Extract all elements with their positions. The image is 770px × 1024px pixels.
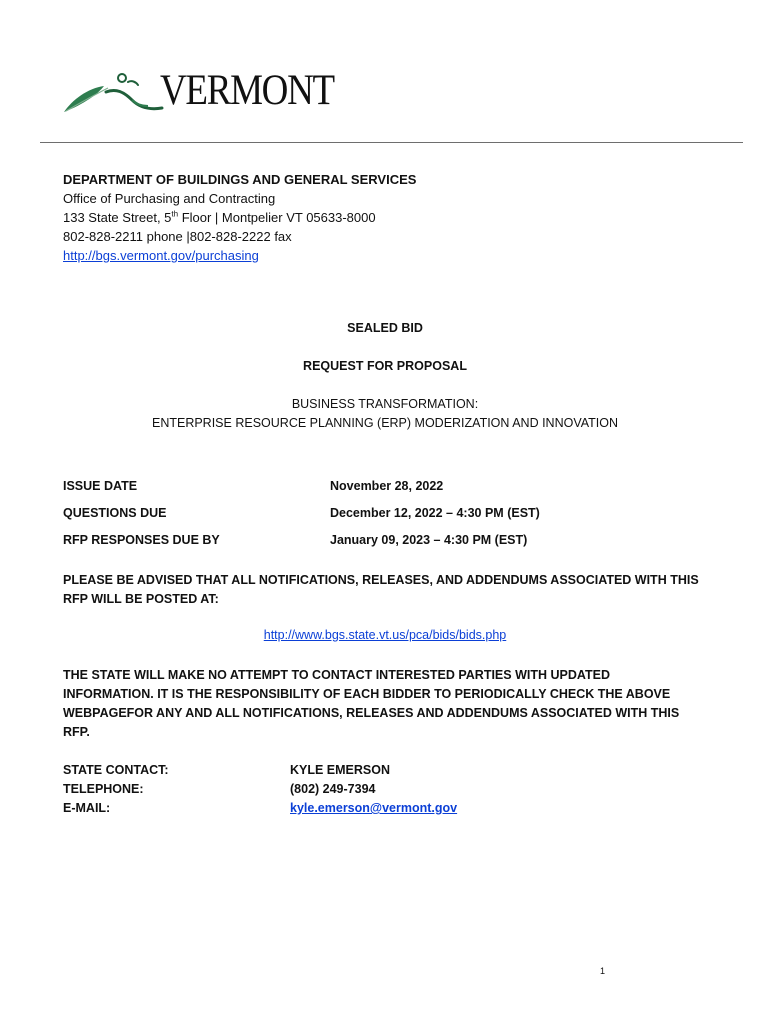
vermont-logo (62, 66, 352, 116)
vermont-leaf-icon (62, 70, 172, 116)
notice-line: RFP. (63, 725, 90, 739)
address-city: Floor | Montpelier VT 05633-8000 (178, 210, 376, 225)
bids-url-container (0, 628, 770, 642)
phone-fax: 802-828-2211 phone |802-828-2222 fax (63, 229, 292, 244)
vermont-wordmark: VERMONT (160, 67, 334, 114)
address-superscript: th (171, 209, 179, 219)
page-number: 1 (600, 966, 606, 976)
notice-line: INFORMATION. IT IS THE RESPONSIBILITY OF EACH BIDDER TO PERIODICALLY CHECK THE ABOVE (63, 687, 671, 701)
posting-notice (63, 571, 713, 609)
contact-email-link[interactable]: kyle.emerson@vermont.gov (290, 801, 458, 815)
date-label: QUESTIONS DUE (63, 506, 167, 520)
notice-line: PLEASE BE ADVISED THAT ALL NOTIFICATIONS, RELEASES, AND ADDENDUMS ASSOCIATED WITH THIS (63, 573, 699, 587)
sealed-bid-title: SEALED BID (347, 321, 423, 335)
project-title-line2: ENTERPRISE RESOURCE PLANNING (ERP) MODERIZATION AND INNOVATION (151, 416, 619, 430)
notice-line: WEBPAGEFOR ANY AND ALL NOTIFICATIONS, RELEASES AND ADDENDUMS ASSOCIATED WITH THIS (63, 706, 680, 720)
address (63, 208, 416, 227)
department-header (63, 170, 416, 265)
office-name: Office of Purchasing and Contracting (63, 191, 276, 206)
address-street: 133 State Street, 5 (63, 210, 172, 225)
date-value: December 12, 2022 – 4:30 PM (EST) (330, 506, 540, 520)
date-value: November 28, 2022 (330, 479, 444, 493)
date-label: ISSUE DATE (63, 479, 138, 493)
contact-label: E-MAIL: (63, 801, 111, 815)
date-value: January 09, 2023 – 4:30 PM (EST) (330, 533, 528, 547)
notice-line: THE STATE WILL MAKE NO ATTEMPT TO CONTACT INTERESTED PARTIES WITH UPDATED (63, 668, 610, 682)
notice-line: RFP WILL BE POSTED AT: (63, 592, 219, 606)
header-divider (40, 142, 743, 143)
purchasing-website-link[interactable]: http://bgs.vermont.gov/purchasing (63, 248, 259, 263)
bids-page-link[interactable]: http://www.bgs.state.vt.us/pca/bids/bids.php (263, 628, 507, 642)
department-name: DEPARTMENT OF BUILDINGS AND GENERAL SERVICES (63, 172, 417, 187)
contact-label: STATE CONTACT: (63, 763, 169, 777)
responsibility-notice (63, 666, 713, 742)
rfp-title: REQUEST FOR PROPOSAL (303, 359, 467, 373)
project-title-line1: BUSINESS TRANSFORMATION: (291, 397, 479, 411)
contact-label: TELEPHONE: (63, 782, 144, 796)
contact-name: KYLE EMERSON (290, 763, 391, 777)
contact-phone: (802) 249-7394 (290, 782, 376, 796)
date-label: RFP RESPONSES DUE BY (63, 533, 220, 547)
